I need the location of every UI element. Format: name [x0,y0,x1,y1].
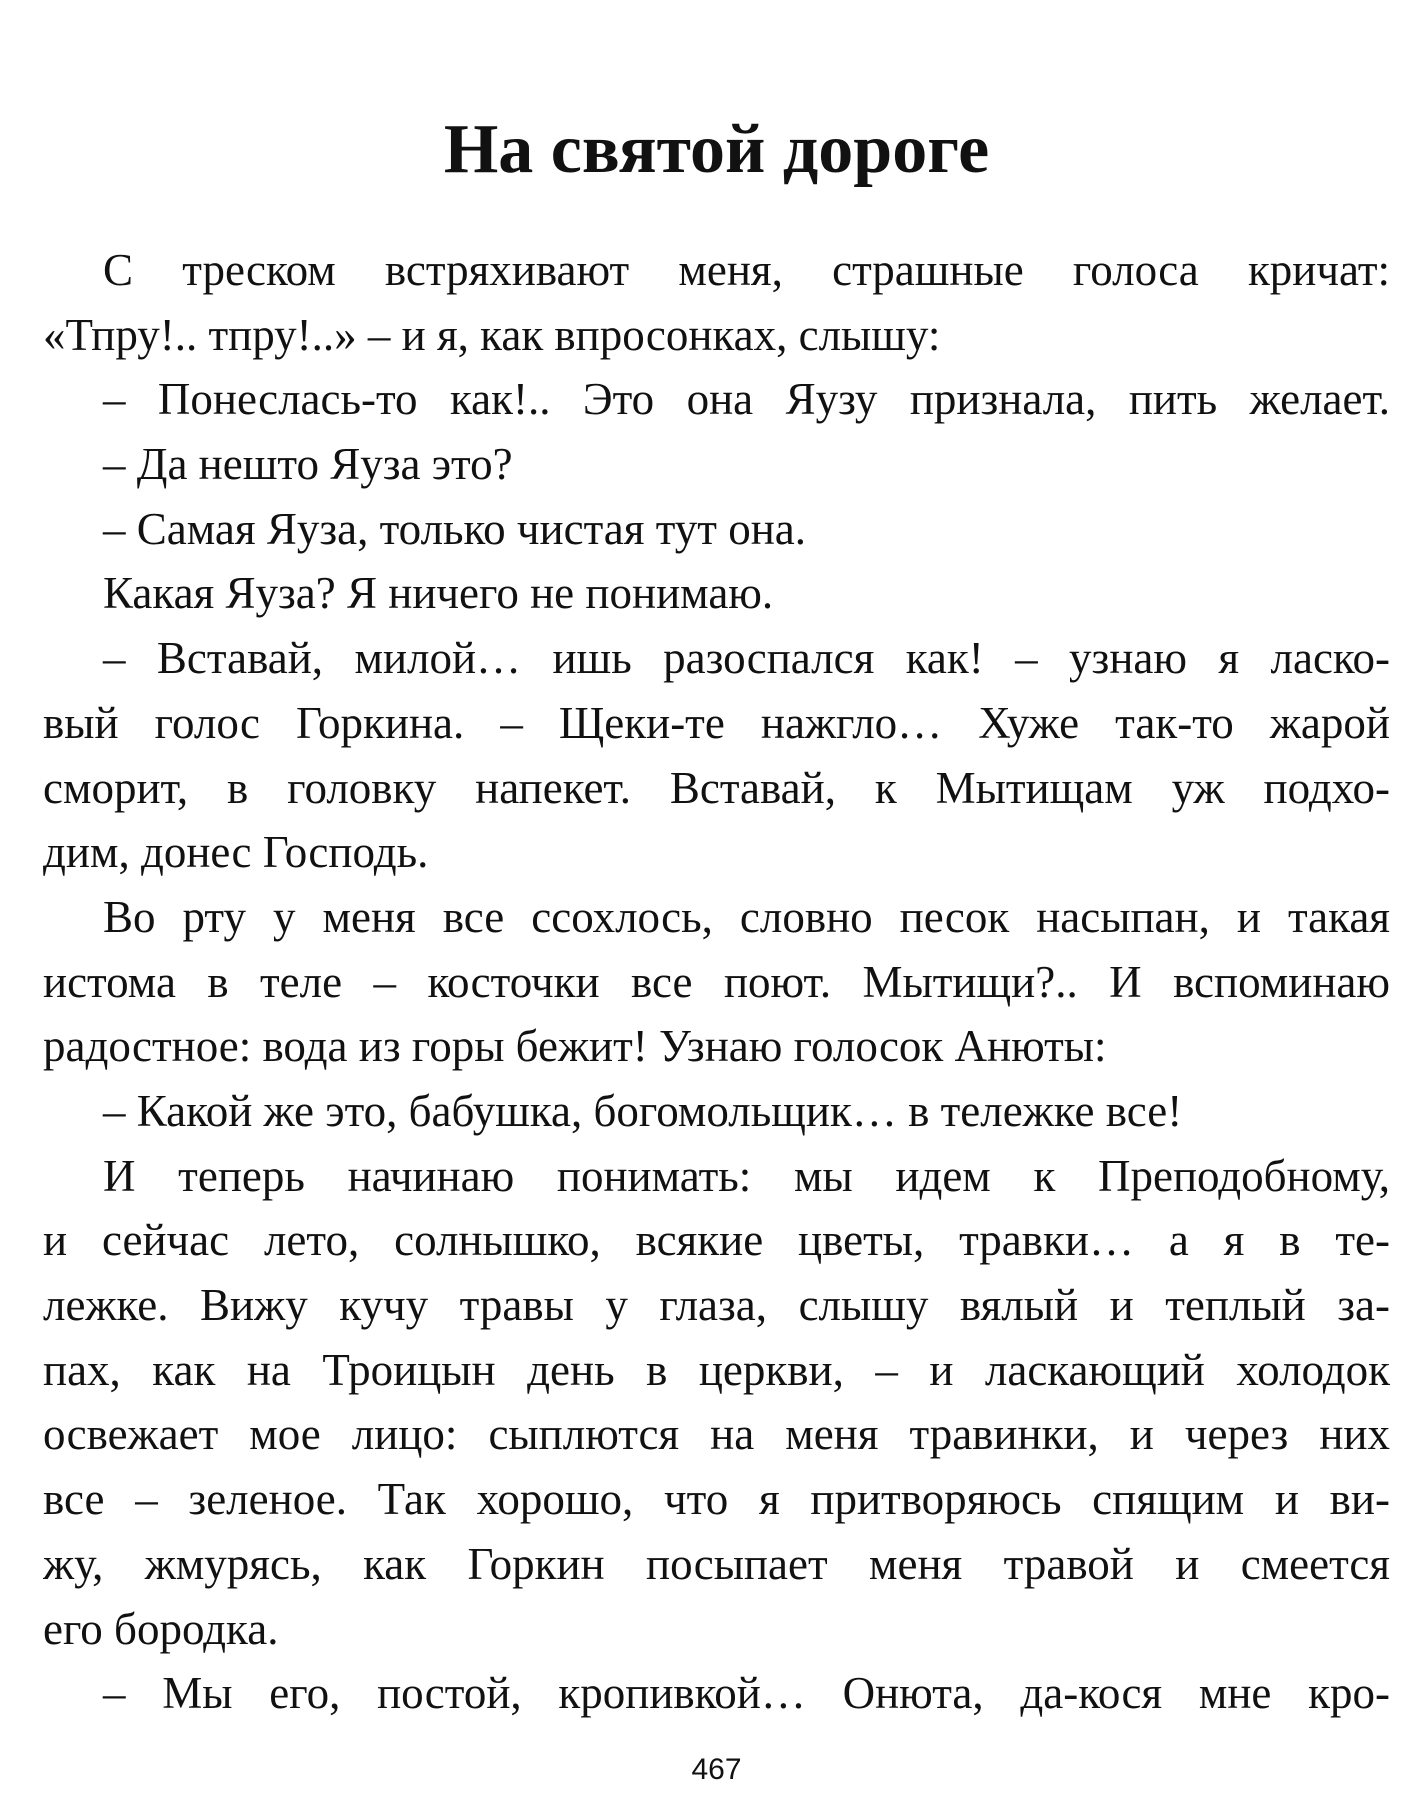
text-line: С треском встряхивают меня, страшные голоса кричат: [103,245,1390,295]
paragraph [43,626,1390,885]
paragraph [43,367,1390,432]
text-line: – Мы его, постой, кропивкой… Онюта, да-кося мне кро- [103,1668,1390,1719]
text-line: И теперь начинаю понимать: мы идем к Преподобному, [103,1150,1390,1201]
text-line: – Вставай, милой… ишь разоспался как! – узнаю я ласко- [103,633,1390,684]
text-line: – Самая Яуза, только чистая тут она. [103,503,806,554]
text-line: сморит, в головку напекет. Вставай, к Мытищам уж подхо- [43,762,1390,813]
text-line: – Какой же это, бабушка, богомольщик… в тележке все! [103,1086,1183,1137]
paragraph [43,1079,1390,1144]
text-line: лежке. Вижу кучу травы у глаза, слышу вялый и теплый за- [43,1280,1390,1331]
text-line: вый голос Горкина. – Щеки-те нажгло… Хуже так-то жарой [43,697,1390,748]
text-line: Какая Яуза? Я ничего не понимаю. [103,568,774,619]
text-line: и сейчас лето, солнышко, всякие цветы, травки… а я в те- [43,1215,1390,1266]
paragraph [43,1144,1390,1662]
paragraph [43,1661,1390,1726]
text-line: все – зеленое. Так хорошо, что я притворяюсь спящим и ви- [43,1474,1390,1525]
text-line: радостное: вода из горы бежит! Узнаю голосок Анюты: [43,1021,1107,1072]
paragraph [43,885,1390,1079]
paragraph [43,561,1390,626]
text-line: его бородка. [43,1603,279,1654]
paragraph [43,432,1390,497]
text-line: жу, жмурясь, как Горкин посыпает меня травой и смеется [43,1538,1390,1589]
page-number: 467 [691,1753,742,1786]
text-line: дим, донес Господь. [43,827,429,878]
text-line: истома в теле – косточки все поют. Мытищи?.. И вспоминаю [43,956,1390,1007]
paragraph [43,497,1390,562]
text-line: пах, как на Троицын день в церкви, – и ласкающий холодок [43,1344,1390,1395]
text-line: «Тпру!.. тпру!..» – и я, как впросонках, слышу: [43,309,941,360]
paragraph [43,238,1390,367]
text-line: – Понеслась-то как!.. Это она Яузу признала, пить желает. [103,374,1390,425]
book-page [43,0,1390,1807]
chapter-title: На святой дороге [443,111,990,188]
text-line: Во рту у меня все ссохлось, словно песок насыпан, и такая [103,891,1390,942]
text-line: освежает мое лицо: сыплются на меня травинки, и через них [43,1409,1390,1460]
text-line: – Да нешто Яуза это? [103,439,513,490]
body-text [43,238,1390,1726]
